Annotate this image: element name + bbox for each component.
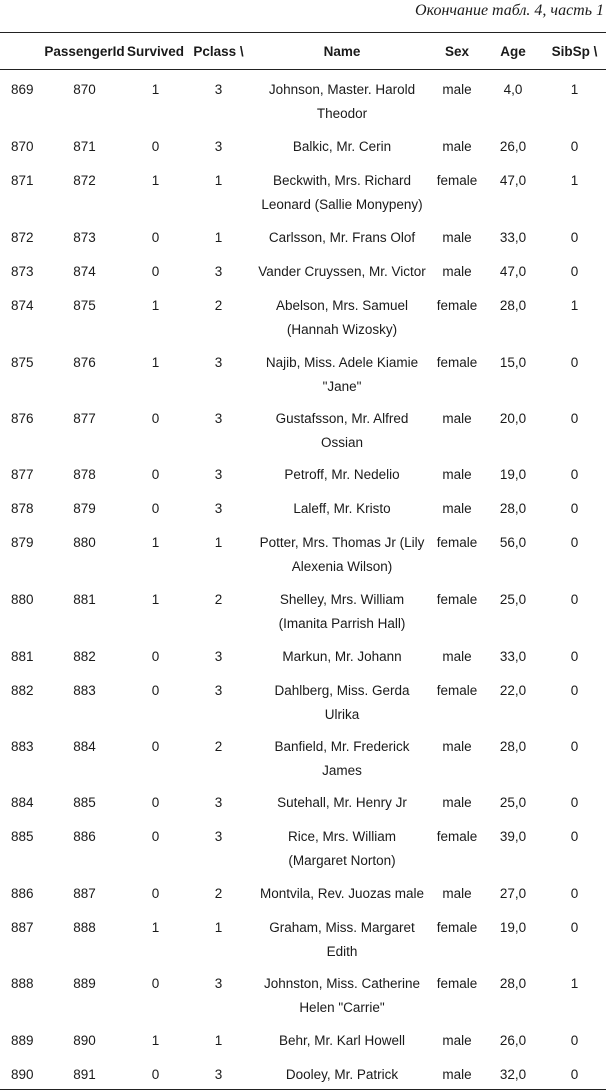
row-index-cell: 875 <box>11 355 34 370</box>
age-cell: 28,0 <box>499 298 527 313</box>
row-index-cell: 889 <box>11 1033 34 1048</box>
name-cell: Abelson, Mrs. Samuel (Hannah Wizosky) <box>275 298 409 337</box>
passenger-id-cell: 870 <box>73 82 96 97</box>
passenger-id-cell: 882 <box>73 649 96 664</box>
sex-cell: female <box>436 683 478 698</box>
name-cell: Shelley, Mrs. William (Imanita Parrish Hall) <box>278 592 406 631</box>
sibsp-cell: 1 <box>570 976 579 991</box>
name-cell: Graham, Miss. Margaret Edith <box>269 920 415 959</box>
pclass-cell: 3 <box>184 1055 253 1090</box>
row-index-cell: 883 <box>11 739 34 754</box>
header-passengerid: PassengerId <box>42 33 127 70</box>
row-index-cell: 886 <box>11 886 34 901</box>
table-row <box>0 874 606 908</box>
age-cell: 33,0 <box>499 230 527 245</box>
table-row <box>0 817 606 874</box>
age-cell: 20,0 <box>499 411 527 426</box>
sibsp-cell: 0 <box>570 1033 579 1048</box>
survived-cell: 0 <box>127 1055 184 1090</box>
survived-cell: 1 <box>151 920 160 935</box>
pclass-cell: 3 <box>214 795 223 810</box>
sibsp-cell: 0 <box>543 1055 606 1090</box>
sex-cell: male <box>442 139 472 154</box>
sibsp-cell: 0 <box>570 739 579 754</box>
table-body <box>0 70 606 1090</box>
sex-cell: male <box>442 230 472 245</box>
row-index-cell: 870 <box>11 139 34 154</box>
age-cell: 28,0 <box>499 739 527 754</box>
survived-cell: 1 <box>151 355 160 370</box>
table-row <box>0 127 606 161</box>
sex-cell: male <box>442 82 472 97</box>
passenger-id-cell: 884 <box>73 739 96 754</box>
table-row <box>0 1055 606 1090</box>
sex-cell: female <box>436 535 478 550</box>
table-row <box>0 783 606 817</box>
pclass-cell: 3 <box>214 264 223 279</box>
passenger-id-cell: 881 <box>73 592 96 607</box>
row-index-cell: 871 <box>11 173 34 188</box>
passenger-id-cell: 880 <box>73 535 96 550</box>
table-row <box>0 727 606 783</box>
sibsp-cell: 0 <box>570 467 579 482</box>
header-survived: Survived <box>127 33 184 70</box>
sibsp-cell: 0 <box>570 592 579 607</box>
name-cell: Beckwith, Mrs. Richard Leonard (Sallie Monypeny) <box>261 173 423 212</box>
passenger-table <box>0 32 606 1090</box>
sex-cell: female <box>436 592 478 607</box>
passenger-id-cell: 874 <box>73 264 96 279</box>
sex-cell: male <box>442 467 472 482</box>
table-row <box>0 523 606 580</box>
survived-cell: 0 <box>151 795 160 810</box>
sex-cell: female <box>436 920 478 935</box>
table-row <box>0 455 606 489</box>
sibsp-cell: 0 <box>570 501 579 516</box>
row-index-cell: 873 <box>11 264 34 279</box>
pclass-cell: 1 <box>214 230 223 245</box>
survived-cell: 0 <box>151 739 160 754</box>
name-cell: Najib, Miss. Adele Kiamie "Jane" <box>265 355 419 394</box>
survived-cell: 1 <box>151 298 160 313</box>
pclass-cell: 3 <box>214 683 223 698</box>
pclass-cell: 2 <box>214 298 223 313</box>
survived-cell: 0 <box>151 829 160 844</box>
sex-cell: female <box>436 976 478 991</box>
sex-cell: female <box>436 829 478 844</box>
pclass-cell: 3 <box>214 355 223 370</box>
sibsp-cell: 1 <box>570 82 579 97</box>
survived-cell: 0 <box>151 976 160 991</box>
name-cell: Carlsson, Mr. Frans Olof <box>268 230 416 245</box>
row-index-cell: 869 <box>11 82 34 97</box>
sibsp-cell: 1 <box>570 173 579 188</box>
pclass-cell: 3 <box>214 467 223 482</box>
header-age: Age <box>483 33 543 70</box>
header-name: Name <box>253 33 431 70</box>
passenger-id-cell: 890 <box>73 1033 96 1048</box>
row-index-cell: 881 <box>11 649 34 664</box>
survived-cell: 1 <box>151 1033 160 1048</box>
sex-cell: male <box>442 411 472 426</box>
age-cell: 33,0 <box>499 649 527 664</box>
header-sibsp: SibSp \ <box>543 33 606 70</box>
name-cell: Johnson, Master. Harold Theodor <box>268 82 416 121</box>
survived-cell: 1 <box>151 592 160 607</box>
table-row <box>0 399 606 455</box>
age-cell: 25,0 <box>499 592 527 607</box>
survived-cell: 1 <box>151 82 160 97</box>
row-index-cell: 880 <box>11 592 34 607</box>
sex-cell: male <box>442 501 472 516</box>
pclass-cell: 1 <box>214 1033 223 1048</box>
sex-cell: female <box>436 355 478 370</box>
name-cell: Sutehall, Mr. Henry Jr <box>277 795 407 810</box>
pclass-cell: 2 <box>214 739 223 754</box>
table-row <box>0 161 606 218</box>
table-header <box>0 33 606 70</box>
pclass-cell: 3 <box>214 501 223 516</box>
survived-cell: 0 <box>151 411 160 426</box>
sibsp-cell: 0 <box>570 649 579 664</box>
table-row <box>0 286 606 343</box>
sibsp-cell: 0 <box>570 139 579 154</box>
sex-cell: male <box>442 264 472 279</box>
passenger-id-cell: 877 <box>73 411 96 426</box>
row-index-cell: 879 <box>11 535 34 550</box>
passenger-id-cell: 887 <box>73 886 96 901</box>
passenger-id-cell: 889 <box>73 976 96 991</box>
sex-cell: female <box>436 173 478 188</box>
pclass-cell: 3 <box>214 829 223 844</box>
sex-cell: male <box>442 795 472 810</box>
name-cell: Markun, Mr. Johann <box>282 649 402 664</box>
passenger-id-cell: 883 <box>73 683 96 698</box>
name-cell: Potter, Mrs. Thomas Jr (Lily Alexenia Wilson) <box>259 535 425 574</box>
sibsp-cell: 1 <box>570 298 579 313</box>
age-cell: 19,0 <box>499 467 527 482</box>
passenger-id-cell: 873 <box>73 230 96 245</box>
pclass-cell: 3 <box>214 139 223 154</box>
name-cell: Gustafsson, Mr. Alfred Ossian <box>275 411 409 450</box>
sibsp-cell: 0 <box>570 355 579 370</box>
survived-cell: 0 <box>151 683 160 698</box>
table-row <box>0 580 606 637</box>
sibsp-cell: 0 <box>570 920 579 935</box>
survived-cell: 0 <box>151 501 160 516</box>
passenger-id-cell: 879 <box>73 501 96 516</box>
sex-cell: male <box>442 886 472 901</box>
row-index-cell: 890 <box>0 1055 42 1090</box>
row-index-cell: 877 <box>11 467 34 482</box>
survived-cell: 1 <box>151 535 160 550</box>
age-cell: 47,0 <box>499 173 527 188</box>
table-row <box>0 252 606 286</box>
age-cell: 39,0 <box>499 829 527 844</box>
survived-cell: 0 <box>151 230 160 245</box>
name-cell: Banfield, Mr. Frederick James <box>274 739 410 778</box>
table-row <box>0 218 606 252</box>
name-cell: Dahlberg, Miss. Gerda Ulrika <box>274 683 410 722</box>
header-row <box>0 33 606 70</box>
passenger-id-cell: 888 <box>73 920 96 935</box>
row-index-cell: 874 <box>11 298 34 313</box>
sibsp-cell: 0 <box>570 829 579 844</box>
table-row <box>0 637 606 671</box>
row-index-cell: 878 <box>11 501 34 516</box>
pclass-cell: 2 <box>214 592 223 607</box>
table-row <box>0 1021 606 1055</box>
name-cell: Balkic, Mr. Cerin <box>292 139 392 154</box>
passenger-id-cell: 886 <box>73 829 96 844</box>
table-row <box>0 908 606 964</box>
name-cell: Johnston, Miss. Catherine Helen "Carrie" <box>263 976 421 1015</box>
age-cell: 4,0 <box>503 82 523 97</box>
age-cell: 19,0 <box>499 920 527 935</box>
age-cell: 28,0 <box>499 501 527 516</box>
name-cell: Laleff, Mr. Kristo <box>293 501 391 516</box>
age-cell: 25,0 <box>499 795 527 810</box>
row-index-cell: 887 <box>11 920 34 935</box>
row-index-cell: 872 <box>11 230 34 245</box>
table-row <box>0 489 606 523</box>
sibsp-cell: 0 <box>570 264 579 279</box>
name-cell: Behr, Mr. Karl Howell <box>278 1033 406 1048</box>
sex-cell: female <box>436 298 478 313</box>
sex-cell: male <box>431 1055 483 1090</box>
header-sex: Sex <box>431 33 483 70</box>
row-index-cell: 876 <box>11 411 34 426</box>
age-cell: 32,0 <box>483 1055 543 1090</box>
row-index-cell: 884 <box>11 795 34 810</box>
table-row <box>0 671 606 727</box>
pclass-cell: 3 <box>214 976 223 991</box>
sibsp-cell: 0 <box>570 230 579 245</box>
passenger-id-cell: 876 <box>73 355 96 370</box>
age-cell: 47,0 <box>499 264 527 279</box>
name-cell: Rice, Mrs. William (Margaret Norton) <box>288 829 396 868</box>
age-cell: 26,0 <box>499 1033 527 1048</box>
name-cell: Dooley, Mr. Patrick <box>253 1055 431 1090</box>
pclass-cell: 3 <box>214 82 223 97</box>
sex-cell: male <box>442 1033 472 1048</box>
passenger-id-cell: 875 <box>73 298 96 313</box>
age-cell: 56,0 <box>499 535 527 550</box>
passenger-id-cell: 885 <box>73 795 96 810</box>
sibsp-cell: 0 <box>570 886 579 901</box>
sibsp-cell: 0 <box>570 411 579 426</box>
age-cell: 27,0 <box>499 886 527 901</box>
passenger-id-cell: 878 <box>73 467 96 482</box>
row-index-cell: 882 <box>11 683 34 698</box>
pclass-cell: 1 <box>214 173 223 188</box>
header-index <box>0 33 42 70</box>
pclass-cell: 2 <box>214 886 223 901</box>
passenger-id-cell: 891 <box>42 1055 127 1090</box>
pclass-cell: 1 <box>214 920 223 935</box>
passenger-id-cell: 872 <box>73 173 96 188</box>
pclass-cell: 1 <box>214 535 223 550</box>
age-cell: 22,0 <box>499 683 527 698</box>
sibsp-cell: 0 <box>570 535 579 550</box>
row-index-cell: 888 <box>11 976 34 991</box>
sibsp-cell: 0 <box>570 795 579 810</box>
survived-cell: 0 <box>151 886 160 901</box>
survived-cell: 0 <box>151 264 160 279</box>
name-cell: Vander Cruyssen, Mr. Victor <box>258 264 426 279</box>
age-cell: 26,0 <box>499 139 527 154</box>
table-row <box>0 964 606 1021</box>
table-caption: Окончание табл. 4, часть 1 <box>415 2 604 19</box>
survived-cell: 0 <box>151 139 160 154</box>
table-row <box>0 70 606 128</box>
survived-cell: 1 <box>151 173 160 188</box>
row-index-cell: 885 <box>11 829 34 844</box>
age-cell: 15,0 <box>499 355 527 370</box>
name-cell: Petroff, Mr. Nedelio <box>284 467 400 482</box>
header-pclass: Pclass \ <box>184 33 253 70</box>
sex-cell: male <box>442 649 472 664</box>
table-row <box>0 343 606 399</box>
passenger-id-cell: 871 <box>73 139 96 154</box>
survived-cell: 0 <box>151 467 160 482</box>
pclass-cell: 3 <box>214 411 223 426</box>
age-cell: 28,0 <box>499 976 527 991</box>
survived-cell: 0 <box>151 649 160 664</box>
sex-cell: male <box>442 739 472 754</box>
pclass-cell: 3 <box>214 649 223 664</box>
name-cell: Montvila, Rev. Juozas male <box>259 886 425 901</box>
sibsp-cell: 0 <box>570 683 579 698</box>
